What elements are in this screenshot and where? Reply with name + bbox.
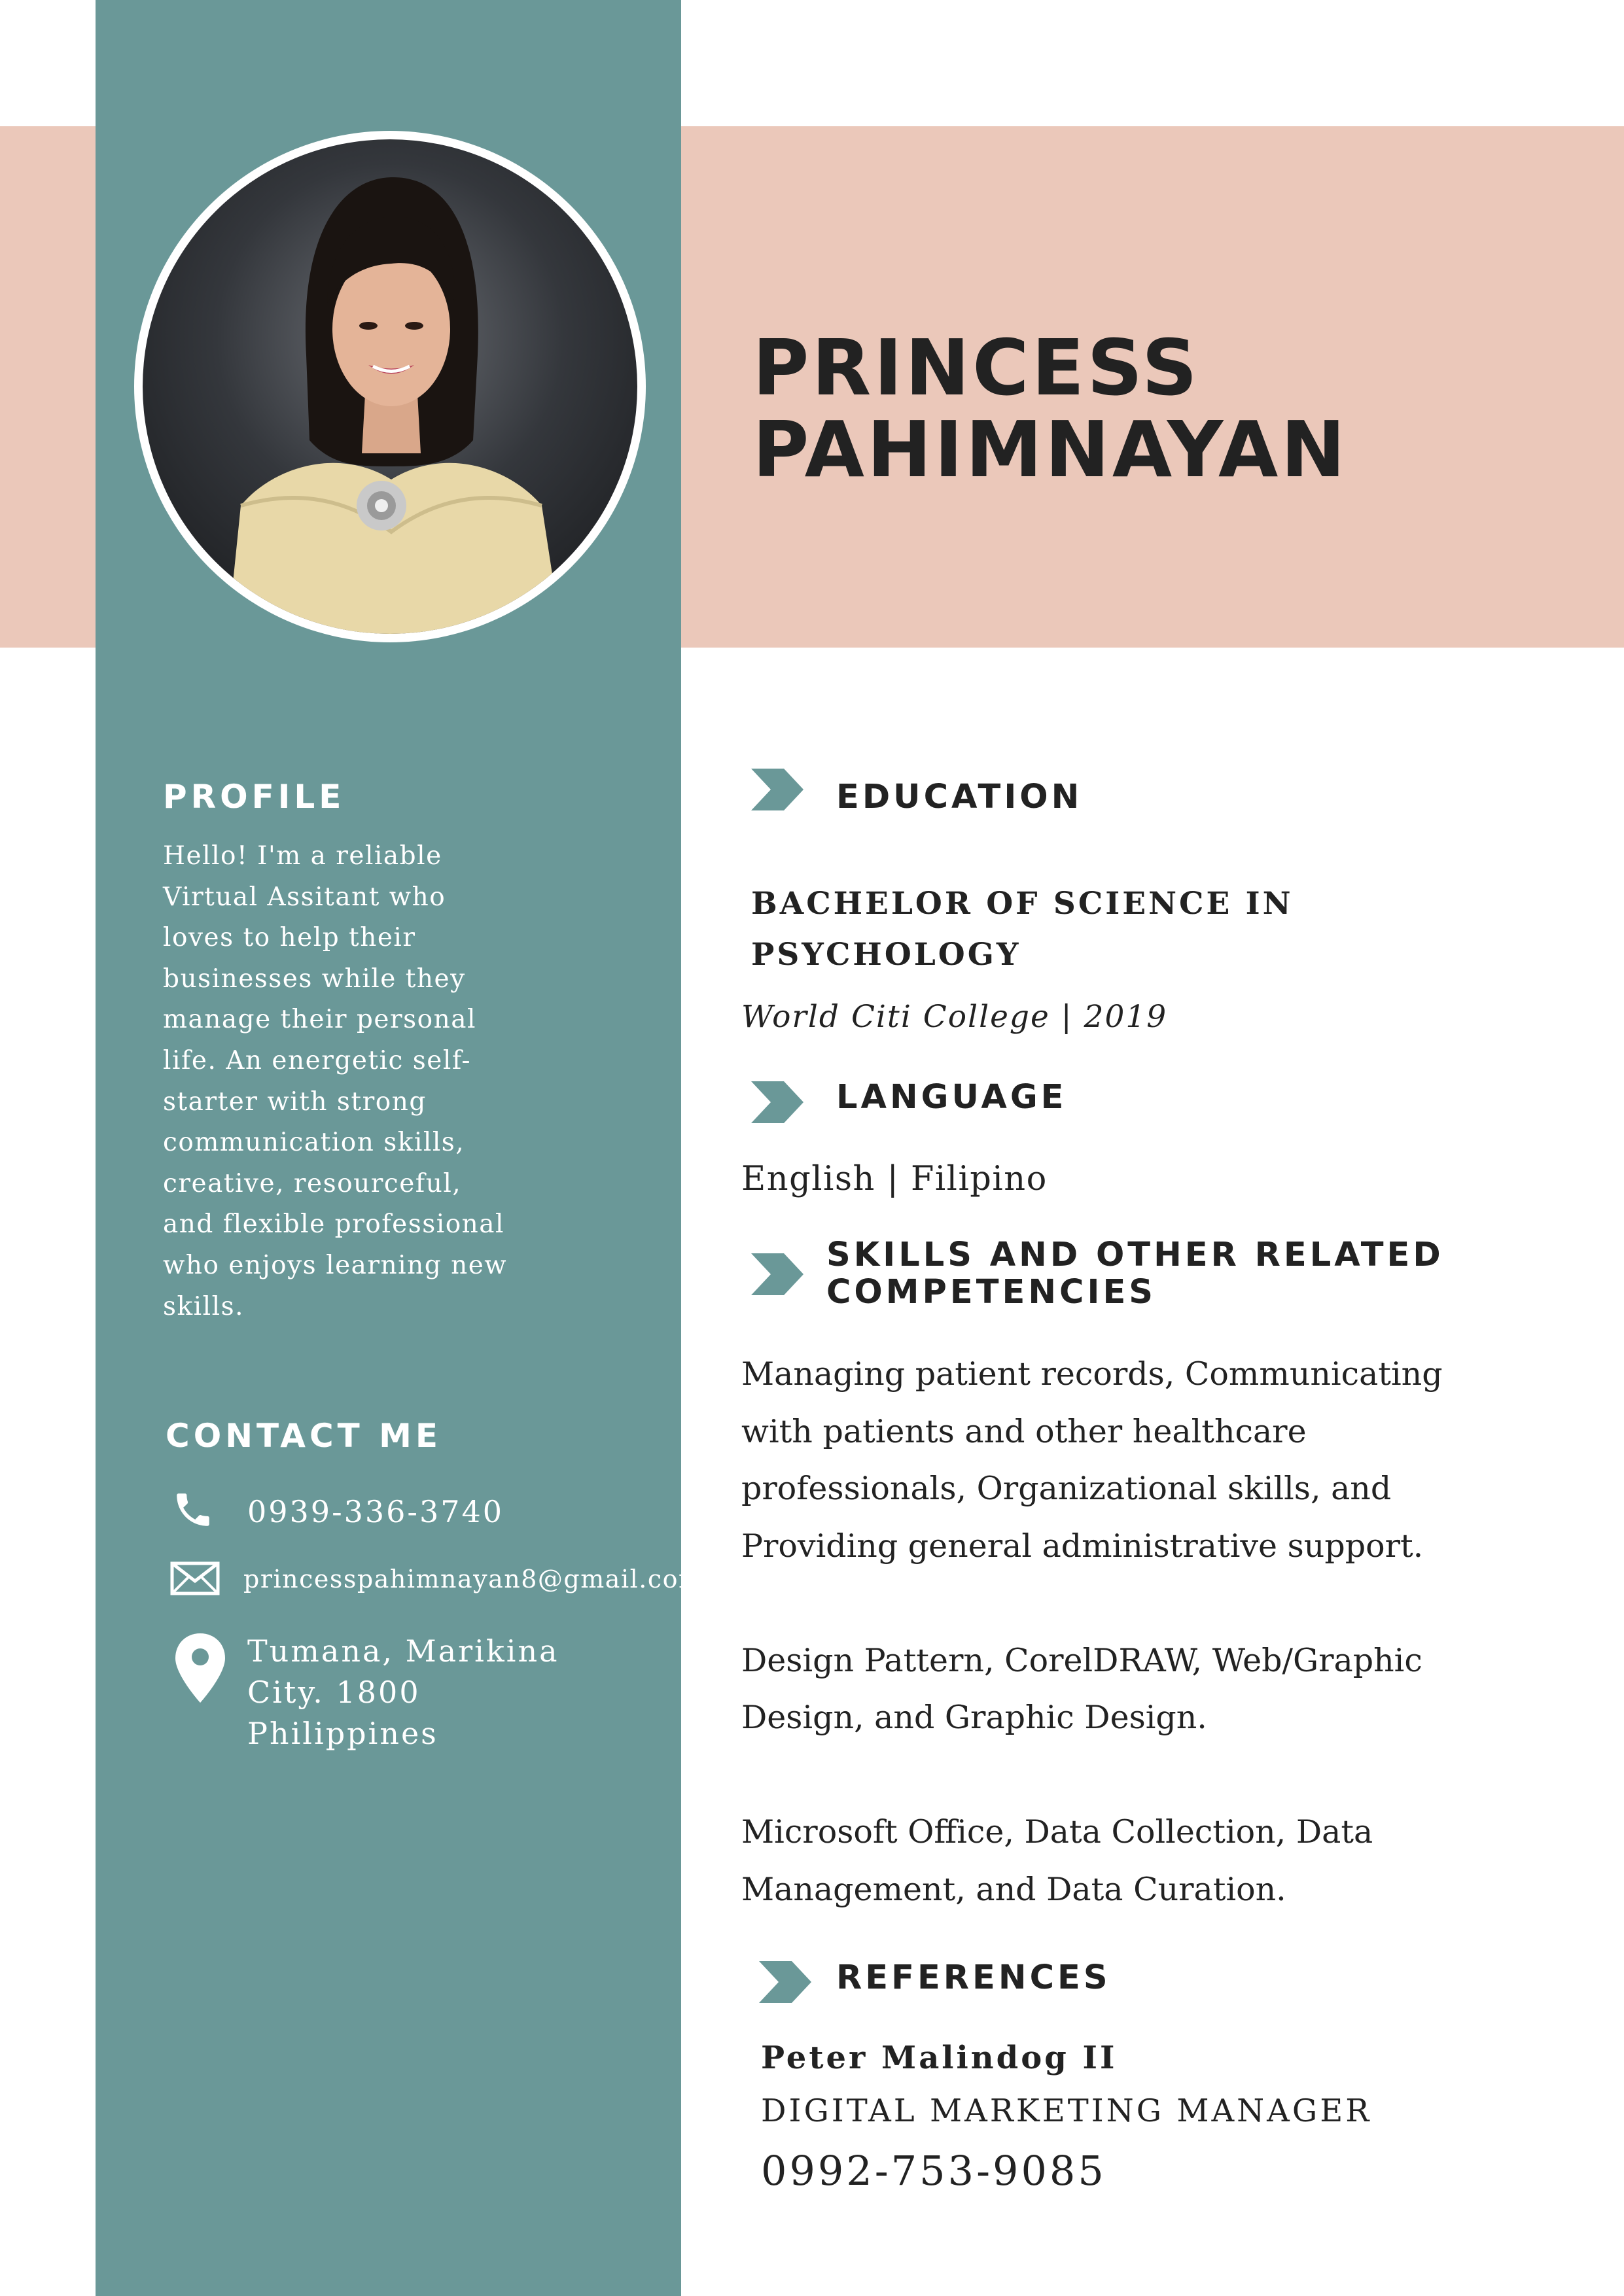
skills-line: Design, and Graphic Design. <box>741 1699 1207 1736</box>
profile-line: loves to help their <box>163 923 416 953</box>
profile-line: Hello! I'm a reliable <box>163 841 442 871</box>
education-heading: EDUCATION <box>836 778 1083 816</box>
profile-heading: PROFILE <box>163 778 345 816</box>
chevron-right-icon <box>759 1961 811 2003</box>
skills-line: with patients and other healthcare <box>741 1412 1307 1450</box>
profile-summary <box>163 836 516 1327</box>
language-value: English | Filipino <box>741 1160 1048 1198</box>
contact-email[interactable]: princesspahimnayan8@gmail.com <box>243 1565 703 1593</box>
profile-line: manage their personal <box>163 1005 476 1035</box>
name-first: PRINCESS <box>752 322 1200 413</box>
skills-line: professionals, Organizational skills, and <box>741 1470 1392 1507</box>
skills-line: Management, and Data Curation. <box>741 1870 1286 1908</box>
profile-photo <box>143 139 637 634</box>
reference-name: Peter Malindog II <box>761 2040 1118 2076</box>
skills-line: Providing general administrative support. <box>741 1527 1424 1565</box>
references-heading: REFERENCES <box>836 1958 1111 1997</box>
address-line: Tumana, Marikina <box>247 1633 559 1669</box>
address-line: Philippines <box>247 1716 438 1751</box>
profile-line: skills. <box>163 1291 244 1321</box>
location-pin-icon <box>174 1632 226 1704</box>
skills-line: Managing patient records, Communicating <box>741 1355 1443 1393</box>
skills-line: Microsoft Office, Data Collection, Data <box>741 1813 1373 1851</box>
profile-line: who enjoys learning new <box>163 1250 508 1280</box>
profile-line: creative, resourceful, <box>163 1168 462 1198</box>
profile-line: businesses while they <box>163 964 466 994</box>
portrait-illustration <box>143 139 637 634</box>
profile-line: life. An energetic self- <box>163 1045 472 1075</box>
education-school: World Citi College | 2019 <box>741 999 1168 1035</box>
degree-line: BACHELOR OF SCIENCE IN <box>751 886 1294 922</box>
contact-phone[interactable]: 0939-336-3740 <box>247 1494 504 1529</box>
chevron-right-icon <box>751 1081 803 1123</box>
name-last: PAHIMNAYAN <box>752 404 1349 495</box>
degree-line: PSYCHOLOGY <box>751 937 1021 973</box>
skills-line: Design Pattern, CorelDRAW, Web/Graphic <box>741 1641 1422 1679</box>
profile-line: communication skills, <box>163 1128 465 1158</box>
language-heading: LANGUAGE <box>836 1078 1067 1117</box>
mail-icon <box>170 1561 220 1595</box>
skills-heading-line: SKILLS AND OTHER RELATED <box>826 1236 1444 1274</box>
contact-address <box>247 1631 559 1754</box>
profile-line: Virtual Assitant who <box>163 882 446 912</box>
education-degree <box>751 878 1294 981</box>
contact-heading: CONTACT ME <box>166 1417 442 1455</box>
chevron-right-icon <box>751 1253 803 1295</box>
profile-photo-frame <box>134 131 646 642</box>
reference-phone[interactable]: 0992-753-9085 <box>761 2147 1106 2195</box>
skills-list <box>741 1346 1443 1918</box>
reference-title: DIGITAL MARKETING MANAGER <box>761 2093 1372 2129</box>
address-line: City. 1800 <box>247 1675 421 1710</box>
profile-line: and flexible professional <box>163 1209 505 1240</box>
skills-heading-line: COMPETENCIES <box>826 1273 1157 1312</box>
profile-line: starter with strong <box>163 1087 427 1117</box>
skills-heading <box>826 1236 1444 1311</box>
phone-icon <box>171 1488 215 1531</box>
chevron-right-icon <box>751 769 803 810</box>
